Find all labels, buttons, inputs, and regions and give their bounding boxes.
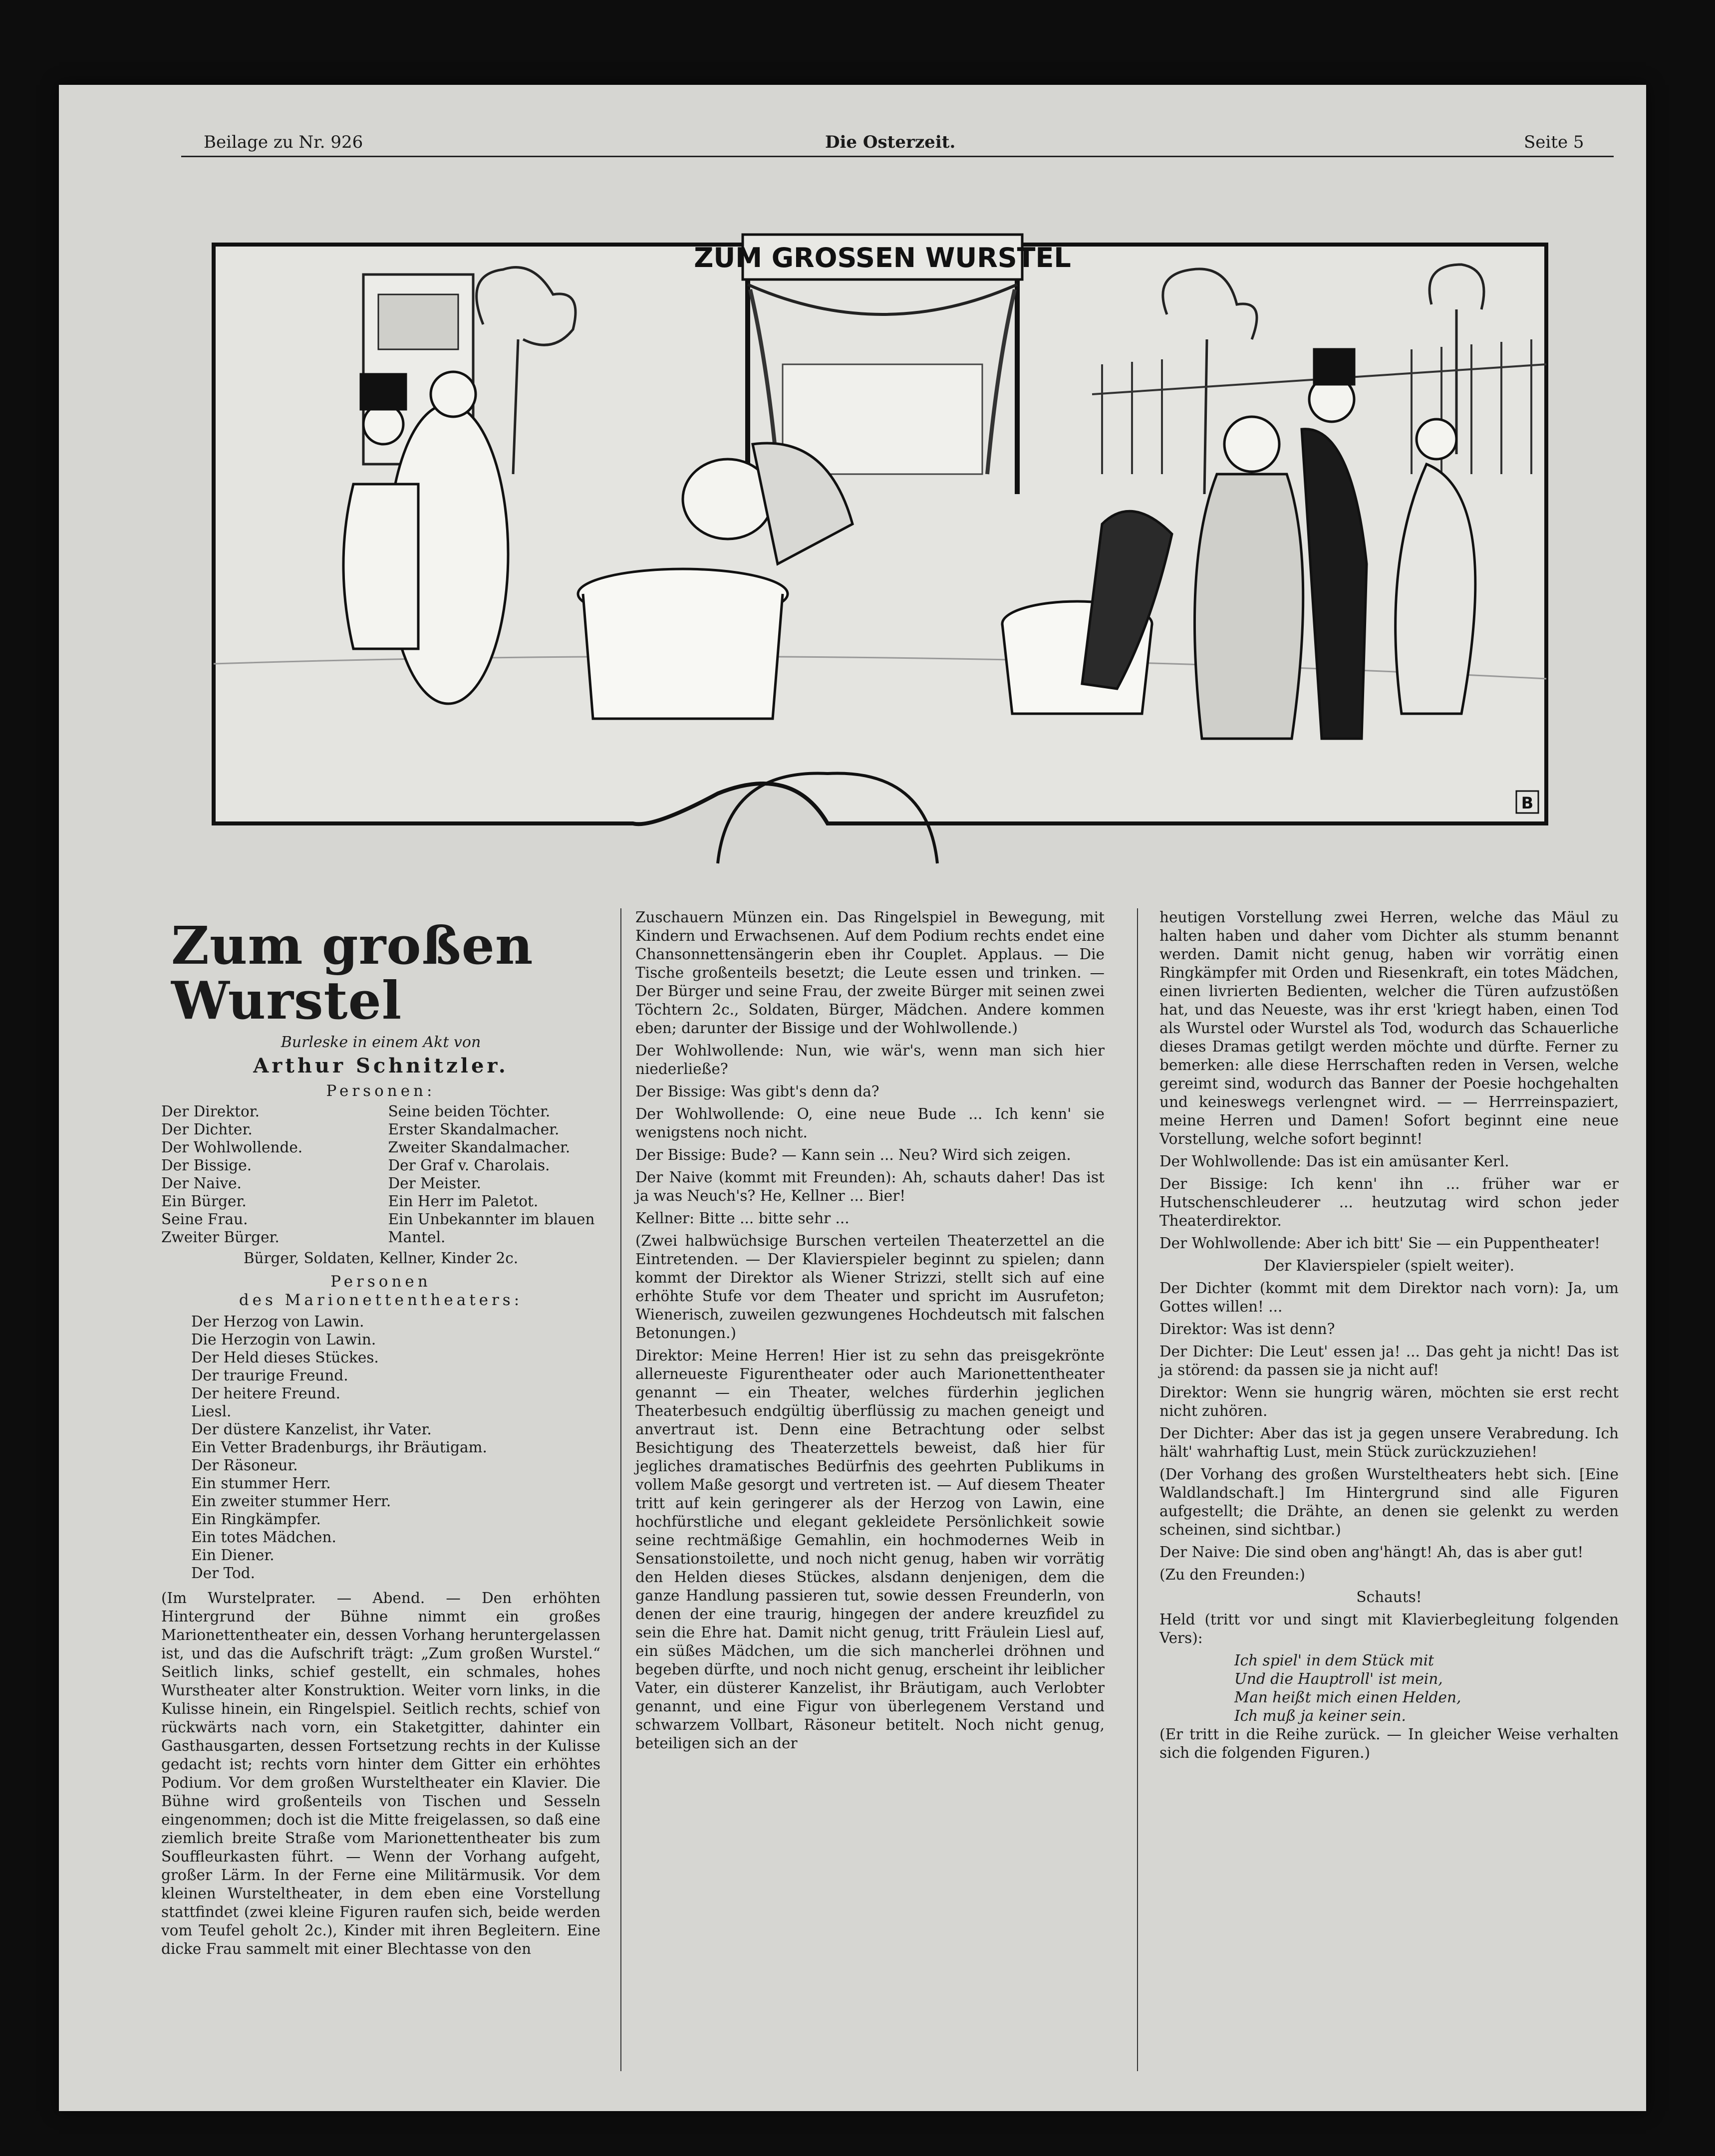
cast-member: Der Räsoneur.: [191, 1457, 298, 1474]
cast-member: Ein totes Mädchen.: [191, 1529, 336, 1546]
cast-member: Der Wohlwollende.: [161, 1139, 303, 1156]
cast-member: Ein Diener.: [191, 1547, 275, 1564]
cast-member: Der Dichter.: [161, 1121, 253, 1138]
article-subtitle: Burleske in einem Akt von: [281, 1034, 481, 1051]
article-paragraph: Der Klavierspieler (spielt weiter).: [1263, 1257, 1515, 1274]
cast-member: Erster Skandalmacher.: [388, 1121, 560, 1138]
header-rule: [181, 156, 1614, 157]
article-paragraph: Der Wohlwollende: O, eine neue Bude ... Ich kenn' sie wenigstens noch nicht.: [635, 1105, 1105, 1141]
article-paragraph: Der Dichter: Aber das ist ja gegen unsere Verabredung. Ich hält' wahrhaftig Lust, mein Stück zurückzuziehen!: [1159, 1425, 1619, 1460]
cast-member: Der traurige Freund.: [191, 1367, 348, 1384]
column-rule: [1137, 908, 1138, 2071]
cast-member: Ein Vetter Bradenburgs, ihr Bräutigam.: [191, 1439, 487, 1456]
cast-member: Der Graf v. Charolais.: [388, 1157, 550, 1174]
article-paragraph: Man heißt mich einen Helden,: [1234, 1689, 1461, 1706]
column-rule: [620, 908, 621, 2071]
artist-monogram: B: [1521, 794, 1534, 812]
cast-member: Ein stummer Herr.: [191, 1475, 331, 1492]
article-paragraph: Der Dichter: Die Leut' essen ja! ... Das geht ja nicht! Das ist ja störend: da passen sie ja nicht auf!: [1159, 1343, 1619, 1378]
article-paragraph: Ich spiel' in dem Stück mit: [1234, 1652, 1434, 1669]
article-paragraph: Kellner: Bitte ... bitte sehr ...: [635, 1210, 850, 1227]
article-paragraph: Der Naive: Die sind oben ang'hängt! Ah, das is aber gut!: [1159, 1544, 1584, 1561]
article-paragraph: Ich muß ja keiner sein.: [1234, 1707, 1406, 1724]
article-paragraph: Der Bissige: Bude? — Kann sein ... Neu? Wird sich zeigen.: [635, 1146, 1071, 1163]
booth-sign: ZUM GROSSEN WURSTEL: [694, 242, 1071, 273]
article-paragraph: Der Wohlwollende: Nun, wie wär's, wenn man sich hier niederließe?: [635, 1042, 1105, 1078]
marionette-heading-sub: des Marionettentheaters:: [239, 1291, 523, 1309]
cast-heading: Personen:: [326, 1082, 436, 1100]
cast-member: Seine beiden Töchter.: [388, 1103, 551, 1120]
column-1: [161, 908, 600, 1962]
marionette-heading: Personen: [330, 1273, 431, 1291]
article-paragraph: (Zu den Freunden:): [1159, 1566, 1305, 1583]
cast-member: Der Meister.: [388, 1175, 481, 1192]
article-paragraph: Der Naive (kommt mit Freunden): Ah, schauts daher! Das ist ja was Neuch's? He, Kellner ... Bier!: [635, 1169, 1105, 1204]
cast-list-left: [161, 1102, 388, 1246]
marionette-cast-list: [161, 1313, 600, 1582]
cast-member: Ein zweiter stummer Herr.: [191, 1493, 391, 1510]
cast-member: Ein Unbekannter im blauen Mantel.: [388, 1211, 595, 1246]
cast-member: Der heitere Freund.: [191, 1385, 341, 1402]
issue-label: Beilage zu Nr. 926: [204, 132, 363, 152]
article-paragraph: Held (tritt vor und singt mit Klavierbegleitung folgenden Vers):: [1159, 1611, 1619, 1646]
article-paragraph: Der Bissige: Ich kenn' ihn ... früher war er Hutschenschleuderer ... heutzutag wird schon jeder Theaterdirektor.: [1159, 1175, 1619, 1229]
cast-member: Der Herzog von Lawin.: [191, 1313, 364, 1330]
article-paragraph: Direktor: Wenn sie hungrig wären, möchten sie erst recht nicht zuhören.: [1159, 1384, 1619, 1419]
cast-member: Zweiter Skandalmacher.: [388, 1139, 571, 1156]
cast-member: Der Bissige.: [161, 1157, 252, 1174]
page-number: Seite 5: [1524, 132, 1584, 152]
article-paragraph: Der Wohlwollende: Aber ich bitt' Sie — ein Puppentheater!: [1159, 1235, 1600, 1252]
article: [161, 908, 1619, 2071]
cast-list: [161, 1102, 600, 1246]
article-paragraph: Der Wohlwollende: Das ist ein amüsanter Kerl.: [1159, 1153, 1509, 1170]
article-title: Zum großen Wurstel: [171, 915, 534, 1031]
cast-member: Seine Frau.: [161, 1211, 248, 1228]
article-author: Arthur Schnitzler.: [253, 1054, 509, 1078]
article-paragraph: Schauts!: [1356, 1589, 1422, 1606]
article-paragraph: (Zwei halbwüchsige Burschen verteilen Theaterzettel an die Eintretenden. — Der Klavierspieler beginnt zu spielen; dann kommt der Direktor als Wiener Strizzi, stellt sich auf eine erhöhte Stufe vor dem Theater und spricht im Ausrufeton; Wienerisch, zuweilen gezwungenes Hochdeutsch mit falschen Betonungen.): [635, 1232, 1105, 1342]
cast-member: Der Naive.: [161, 1175, 242, 1192]
cast-list-right: [388, 1102, 601, 1246]
cast-member: Ein Herr im Paletot.: [388, 1193, 539, 1210]
article-paragraph: Der Bissige: Was gibt's denn da?: [635, 1083, 879, 1100]
cast-member: Der düstere Kanzelist, ihr Vater.: [191, 1421, 432, 1438]
article-paragraph: Direktor: Was ist denn?: [1159, 1321, 1335, 1338]
article-paragraph: heutigen Vorstellung zwei Herren, welche das Mäul zu halten haben und daher vom Dichter als stumm benannt werden. Damit nicht genug, haben wir vorrätig einen Ringkämpfer mit Orden und Riesenkraft, ein totes Mädchen, einen livrierten Bedienten, welcher die Türen aufzustößen hat, und das Neueste, was ihr erst 'kriegt haben, einen Tod als Wurstel oder Wurstel als Tod, wodurch das Schauerliche dieses Dramas getilgt werden möchte und dürfte. Ferner zu bemerken: alle diese Herrschaften reden in Versen, welche gereimt sind, wodurch das Banner der Poesie hochgehalten und keineswegs verlengnet wird. — — Herrreinspaziert, meine Herren und Damen! Sofort beginnt eine neue Vorstellung, welche sofort beginnt!: [1159, 909, 1619, 1147]
cast-member: Ein Bürger.: [161, 1193, 247, 1210]
fairground-illustration: [204, 215, 1556, 883]
cast-member: Der Tod.: [191, 1565, 255, 1582]
article-paragraph: Und die Hauptroll' ist mein,: [1234, 1670, 1443, 1687]
cast-member: Zweiter Bürger.: [161, 1229, 280, 1246]
newspaper-page: [59, 85, 1646, 2111]
cast-member: Die Herzogin von Lawin.: [191, 1331, 376, 1348]
cast-extras: Bürger, Soldaten, Kellner, Kinder 2c.: [243, 1250, 519, 1267]
cast-member: Liesl.: [191, 1403, 232, 1420]
column-2: [635, 908, 1105, 1757]
article-paragraph: Direktor: Meine Herren! Hier ist zu sehn das preisgekrönte allerneueste Figurentheater oder auch Marionettentheater genannt — ein Theater, welches fürderhin jeglichen Theaterbesuch endgültig überflüssig zu machen geneigt und anvertraut ist. Denn eine Betrachtung oder selbst Besichtigung des Theaterzettels beweist, daß hier für jegliches dramatisches Bedürfnis des geehrten Publikums in vollem Maße gesorgt und vertreten ist. — Auf diesem Theater tritt auf kein geringerer als der Herzog von Lawin, eine hochfürstliche und elegant gekleidete Persönlichkeit sowie seine rechtmäßige Gemahlin, ein hochmodernes Weib in Sensationstoilette, und noch nicht genug, haben wir vorrätig den Helden dieses Stückes, alsdann denjenigen, dem die ganze Handlung passieren tut, sowie dessen Freunderln, von denen der eine traurig, hingegen der andere kreuzfidel zu sein die Ehre hat. Damit nicht genug, tritt Fräulein Liesl auf, ein süßes Mädchen, um die sich mancherlei dröhnen und begeben dürfte, und noch nicht genug, erscheint ihr leiblicher Vater, ein düsterer Kanzelist, ihr Bräutigam, auch Verlobter genannt, und eine Figur von überlegenem Verstand und schwarzem Vollbart, Räsoneur betitelt. Noch nicht genug, beteiligen sich an der: [635, 1347, 1105, 1752]
article-paragraph: Zuschauern Münzen ein. Das Ringelspiel in Bewegung, mit Kindern und Erwachsenen. Auf dem Podium rechts endet eine Chansonnettensängerin eben ihr Couplet. Applaus. — Die Tische großenteils besetzt; die Leute essen und trinken. — Der Bürger und seine Frau, der zweite Bürger mit seinen zwei Töchtern 2c., Soldaten, Bürger, Mädchen. Andere kommen eben; darunter der Bissige und der Wohlwollende.): [635, 909, 1105, 1037]
cast-member: Der Held dieses Stückes.: [191, 1349, 379, 1366]
masthead: Die Osterzeit.: [825, 132, 956, 152]
cast-member: Der Direktor.: [161, 1103, 260, 1120]
article-paragraph: (Er tritt in die Reihe zurück. — In gleicher Weise verhalten sich die folgenden Figuren.): [1159, 1726, 1619, 1761]
cast-member: Ein Ringkämpfer.: [191, 1511, 321, 1528]
column-3: [1159, 908, 1619, 1766]
stage-direction: (Im Wurstelprater. — Abend. — Den erhöhten Hintergrund der Bühne nimmt ein großes Marionettentheater ein, dessen Vorhang heruntergelassen ist, und das die Aufschrift trägt: „Zum großen Wurstel.“ Seitlich links, schief gestellt, ein schmales, hohes Wurstheater alter Konstruktion. Weiter vorn links, in die Kulisse hinein, ein Ringelspiel. Seitlich rechts, schief von rückwärts nach vorn, ein Staketgitter, dahinter ein Gasthausgarten, dessen Fortsetzung rechts in der Kulisse gedacht ist; rechts vorn hinter dem Gitter ein erhöhtes Podium. Vor dem großen Wursteltheater ein Klavier. Die Bühne wird großenteils von Tischen und Sesseln eingenommen; doch ist die Mitte freigelassen, so daß eine ziemlich breite Straße vom Marionettentheater bis zum Souffleurkasten führt. — Wenn der Vorhang aufgeht, großer Lärm. In der Ferne eine Militärmusik. Vor dem kleinen Wursteltheater, in dem eben eine Vorstellung stattfindet (zwei kleine Figuren raufen sich, beide werden vom Teufel geholt 2c.), Kinder mit ihren Begleitern. Eine dicke Frau sammelt mit einer Blechtasse von den: [161, 1590, 600, 1957]
article-paragraph: (Der Vorhang des großen Wursteltheaters hebt sich. [Eine Waldlandschaft.] Im Hintergrund sind alle Figuren aufgestellt; die Drähte, an denen sie gelenkt zu werden scheinen, sind sichtbar.): [1159, 1466, 1619, 1538]
article-paragraph: Der Dichter (kommt mit dem Direktor nach vorn): Ja, um Gottes willen! ...: [1159, 1280, 1619, 1315]
